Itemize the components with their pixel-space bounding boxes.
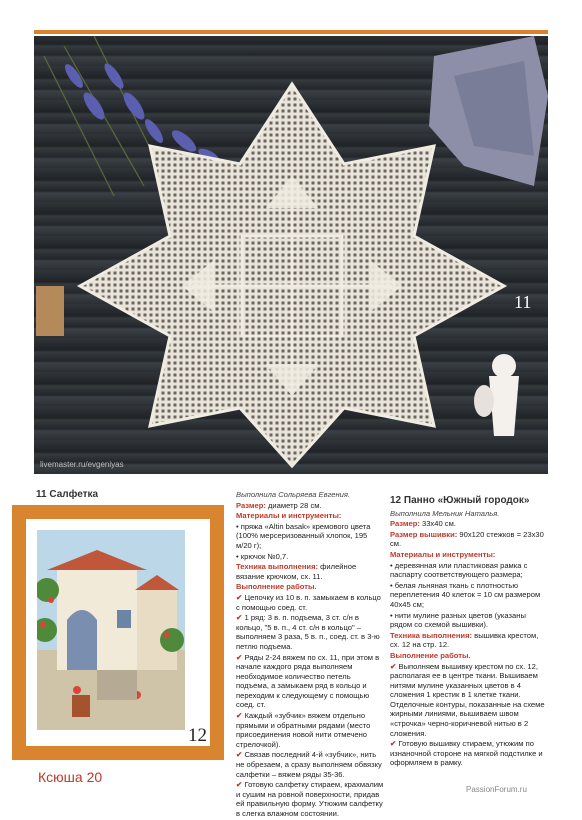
section2-author: Выполнила Мельник Наталья. <box>390 508 500 518</box>
section1-material-item: • крючок №0,7. <box>236 551 289 561</box>
check-icon: ✔ <box>390 739 397 749</box>
photo-credit: livemaster.ru/evgeniyas <box>40 460 124 469</box>
section1-materials-label: Материалы и инструменты: <box>236 511 342 521</box>
frame-mat <box>26 519 210 746</box>
section2-embroidery-size: Размер вышивки: 90x120 стежков = 23x30 см. <box>390 529 544 549</box>
section1-step: ✔ Цепочку из 10 в. п. замыкаем в кольцо с помощью соед. ст. <box>236 592 381 612</box>
check-icon: ✔ <box>236 592 243 602</box>
check-icon: ✔ <box>390 661 397 671</box>
section1-column <box>236 490 384 820</box>
check-icon: ✔ <box>236 652 243 662</box>
section2-material-item: • нити мулине разных цветов (указаны рядом со схемой вышивки). <box>390 610 526 630</box>
section1-step: ✔ Каждый «зубчик» вяжем отдельно прямыми и обратными рядами (место присоединения новой нити отмечено стрелочкой). <box>236 711 371 749</box>
section2-step: ✔ Выполняем вышивку крестом по сх. 12, располагая ее в центре ткани. Вышиваем нитями мулине указанных цветов в 4 сложения 1 крестик в 1 клеткe ткани. Отделочные контуры, показанные на схеме жирными линиями, вышиваем швом «строчка» черно-коричневой нитью в 2 сложения. <box>390 661 545 738</box>
frame-number: 12 <box>188 725 207 746</box>
magazine-footer: Ксюша 20 <box>38 769 103 785</box>
doily-photo <box>34 36 548 474</box>
section2-size: Размер: 33x40 см. <box>390 519 456 529</box>
section2-material-item: • белая льняная ткань с плотностью переплетения 40 клеток = 10 см размером 40x45 см; <box>390 580 541 609</box>
framed-embroidery <box>12 505 224 760</box>
section1-step: ✔ Готовую салфетку стираем, крахмалим и сушим на ровной поверхности, придав ей правильную форму. Утюжим салфетку в слегка влажном состоянии. <box>236 780 384 818</box>
section1-author: Выполнила Сольряева Евгения. <box>236 490 351 499</box>
section1-work-label: Выполнение работы. <box>236 582 317 592</box>
check-icon: ✔ <box>236 613 243 623</box>
check-icon: ✔ <box>236 780 243 790</box>
watermark: PassionForum.ru <box>466 785 527 794</box>
section2-materials-label: Материалы и инструменты: <box>390 549 496 559</box>
check-icon: ✔ <box>236 711 243 721</box>
doily-illustration <box>34 36 548 474</box>
section2-technique: Техника выполнения: вышивка крестом, сх. 12 на стр. 12. <box>390 630 539 650</box>
check-icon: ✔ <box>236 750 243 760</box>
embroidery-illustration <box>37 530 185 730</box>
section1-technique: Техника выполнения: филейное вязание крючком, сх. 11. <box>236 562 357 581</box>
section1-step: ✔ Ряды 2-24 вяжем по сх. 11, при этом в начале каждого ряда выполняем необходимое количество петель подъема, а замыкаем ряд в кольцо и переходим к следующему с помощью соед. ст. <box>236 652 380 710</box>
section2-step: ✔ Готовую вышивку стираем, утюжим по изнаночной стороне на мягкой подстилке и оформляем в рамку. <box>390 739 543 768</box>
section1-material-item: • пряжа «Altin basak» кремового цвета (100% мерсеризованный хлопок, 195 м/20 г); <box>236 521 371 550</box>
section1-size: Размер: диаметр 28 см. <box>236 500 322 510</box>
top-accent-bar <box>34 30 548 34</box>
section2-title: 12 Панно «Южный городок» <box>390 495 530 506</box>
section1-step: ✔ Связав последний 4-й «зубчик», нить не обрезаем, а сразу выполняем обвязку салфетки – вяжем ряды 35-36. <box>236 750 382 779</box>
section2-column <box>390 490 548 769</box>
section2-work-label: Выполнение работы. <box>390 650 471 660</box>
section2-material-item: • деревянная или пластиковая рамка с паспарту соответствующего размера; <box>390 560 528 580</box>
section1-title: 11 Салфетка <box>36 489 99 500</box>
photo-number: 11 <box>514 292 532 312</box>
section1-step: ✔ 1 ряд: 3 в. п. подъема, 3 ст. с/н в кольцо, "5 в. п., 4 ст. с/н в кольцо" – выполняем 3 раза, 5 в. п., соед. ст. в 3-ю петлю подъема. <box>236 613 380 651</box>
